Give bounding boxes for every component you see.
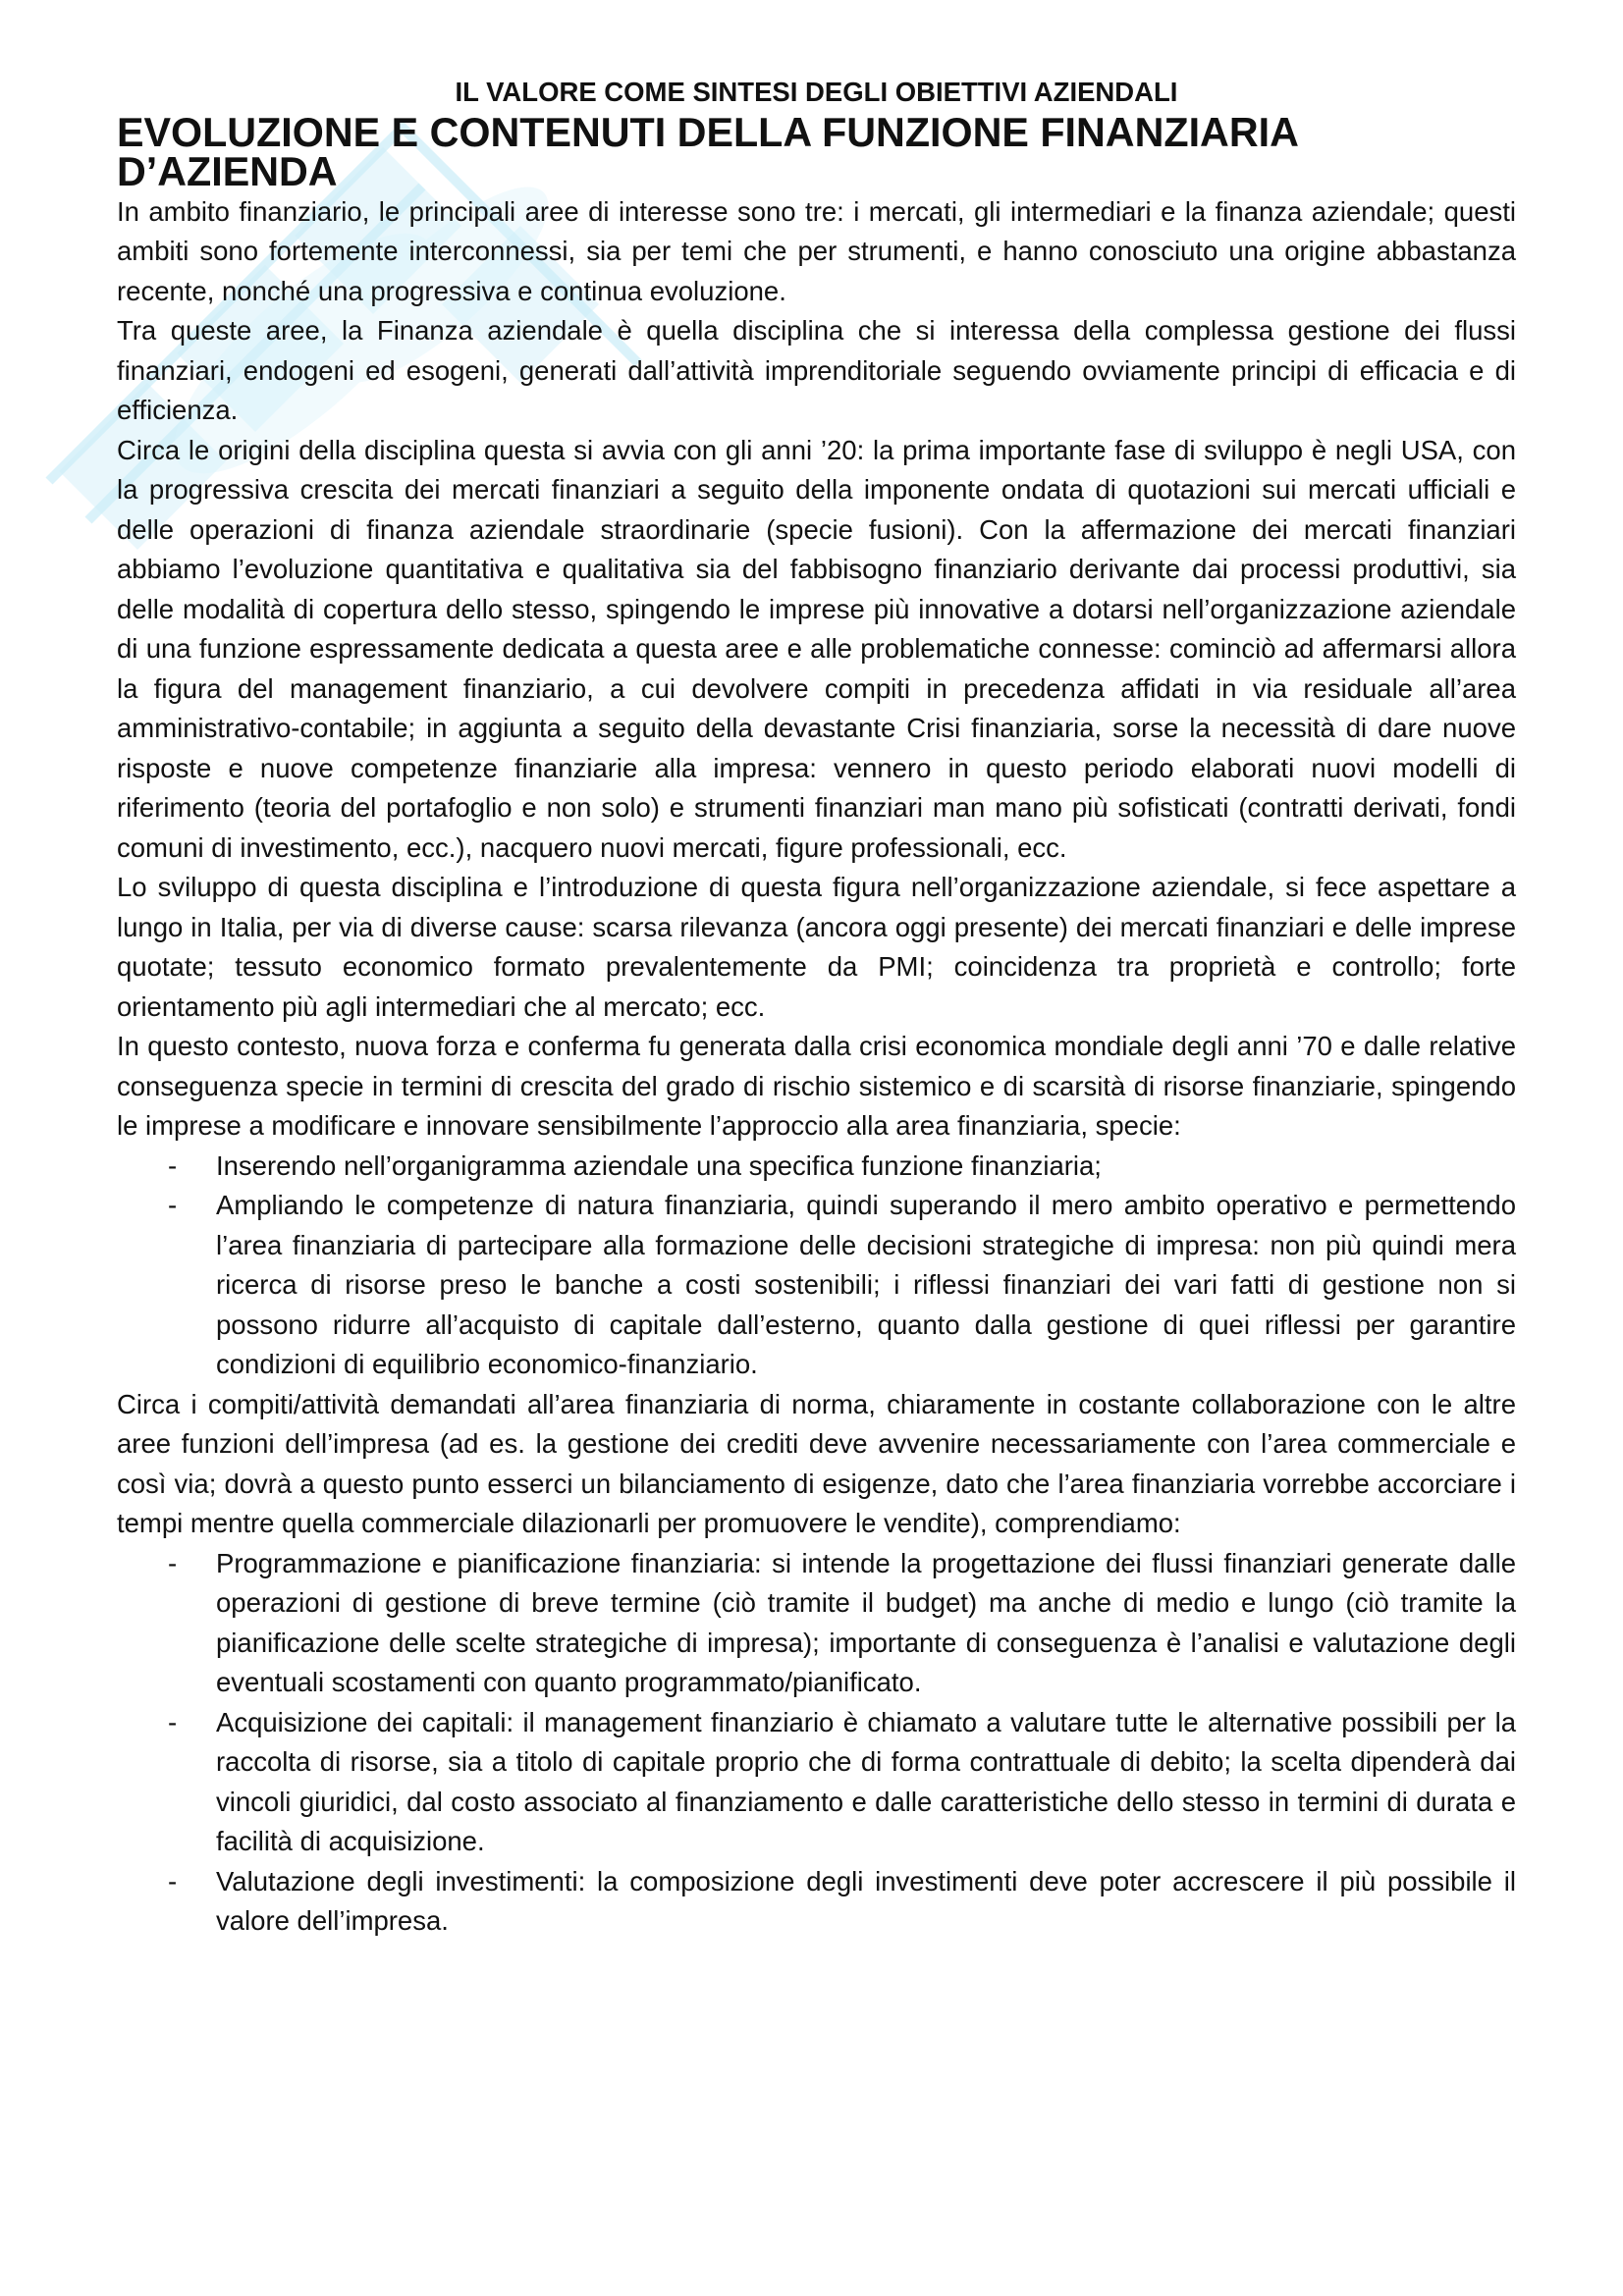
list-item-text: Inserendo nell’organigramma aziendale una specifica funzione finanziaria; bbox=[216, 1149, 1102, 1181]
dash-bullet: - bbox=[168, 1190, 178, 1220]
dash-list-2 bbox=[117, 1544, 1516, 1942]
document-subtitle: EVOLUZIONE E CONTENUTI DELLA FUNZIONE FINANZIARIA D’AZIENDA bbox=[117, 109, 1298, 194]
dash-list-1 bbox=[117, 1147, 1516, 1385]
paragraph-3: Circa le origini della disciplina questa si avvia con gli anni ’20: la prima importante fase di sviluppo è negli USA, con la progressiva crescita dei mercati finanziari a seguito della imponente ondata di quotazioni sui mercati ufficiali e delle operazioni di finanza aziendale straordinarie (specie fusioni). Con la affermazione dei mercati finanziari abbiamo l’evoluzione quantitativa e qualitativa sia del fabbisogno finanziario derivante dai processi produttivi, sia delle modalità di copertura dello stesso, spingendo le imprese più innovative a dotarsi nell’organizzazione aziendale di una funzione espressamente dedicata a questa aree e alle problematiche connesse: cominciò ad affermarsi allora la figura del management finanziario, a cui devolvere compiti in precedenza affidati in via residuale all’area amministrativo-contabile; in aggiunta a seguito della devastante Crisi finanziaria, sorse la necessità di dare nuove risposte e nuove competenze finanziarie alla impresa: vennero in questo periodo elaborati nuovi modelli di riferimento (teoria del portafoglio e non solo) e strumenti finanziari man mano più sofisticati (contratti derivati, fondi comuni di investimento, ecc.), nacquero nuovi mercati, figure professionali, ecc. bbox=[117, 434, 1516, 863]
list-item-text: Valutazione degli investimenti: la composizione degli investimenti deve poter accrescere il più possibile il valore dell’impresa. bbox=[216, 1865, 1516, 1936]
list-item bbox=[117, 1186, 1516, 1385]
list-item bbox=[117, 1544, 1516, 1703]
paragraph-1: In ambito finanziario, le principali aree di interesse sono tre: i mercati, gli intermediari e la finanza aziendale; questi ambiti sono fortemente interconnessi, sia per temi che per strumenti, e hanno conosciuto una origine abbastanza recente, nonché una progressiva e continua evoluzione. bbox=[117, 195, 1516, 306]
document-page bbox=[117, 73, 1516, 1942]
list-item-text: Ampliando le competenze di natura finanziaria, quindi superando il mero ambito operativo e permettendo l’area finanziaria di partecipare alla formazione delle decisioni strategiche di impresa: non più quindi mera ricerca di risorse preso le banche a costi sostenibili; i riflessi finanziari dei vari fatti di gestione non si possono ridurre all’acquisto di capitale dall’esterno, quanto dalla gestione di quei riflessi per garantire condizioni di equilibrio economico-finanziario. bbox=[216, 1190, 1516, 1379]
dash-bullet: - bbox=[168, 1547, 178, 1578]
dash-bullet: - bbox=[168, 1865, 178, 1896]
document-title: IL VALORE COME SINTESI DEGLI OBIETTIVI AZIENDALI bbox=[455, 77, 1178, 107]
paragraph-5: In questo contesto, nuova forza e conferma fu generata dalla crisi economica mondiale degli anni ’70 e dalle relative conseguenza specie in termini di crescita del grado di rischio sistemico e di scarsità di risorse finanziarie, spingendo le imprese a modificare e innovare sensibilmente l’approccio alla area finanziaria, specie: bbox=[117, 1031, 1516, 1141]
list-item bbox=[117, 1703, 1516, 1862]
dash-bullet: - bbox=[168, 1706, 178, 1737]
list-item bbox=[117, 1147, 1516, 1187]
paragraph-6: Circa i compiti/attività demandati all’area finanziaria di norma, chiaramente in costante collaborazione con le altre aree funzioni dell’impresa (ad es. la gestione dei crediti deve avvenire necessariamente con l’area commerciale e così via; dovrà a questo punto esserci un bilanciamento di esigenze, dato che l’area finanziaria vorrebbe accorciare i tempi mentre quella commerciale dilazionarli per promuovere le vendite), comprendiamo: bbox=[117, 1388, 1516, 1538]
list-item-text: Acquisizione dei capitali: il management finanziario è chiamato a valutare tutte le alternative possibili per la raccolta di risorse, sia a titolo di capitale proprio che di forma contrattuale di debito; la scelta dipenderà dai vincoli giuridici, dal costo associato al finanziamento e dalle caratteristiche dello stesso in termini di durata e facilità di acquisizione. bbox=[216, 1706, 1516, 1856]
paragraph-2: Tra queste aree, la Finanza aziendale è quella disciplina che si interessa della complessa gestione dei flussi finanziari, endogeni ed esogeni, generati dall’attività imprenditoriale seguendo ovviamente principi di efficacia e di efficienza. bbox=[117, 315, 1516, 425]
dash-bullet: - bbox=[168, 1149, 178, 1181]
list-item-text: Programmazione e pianificazione finanziaria: si intende la progettazione dei flussi finanziari generate dalle operazioni di gestione di breve termine (ciò tramite il budget) ma anche di medio e lungo (ciò tramite la pianificazione delle scelte strategiche di impresa); importante di conseguenza è l’analisi e valutazione degli eventuali scostamenti con quanto programmato/pianificato. bbox=[216, 1547, 1516, 1697]
paragraph-4: Lo sviluppo di questa disciplina e l’introduzione di questa figura nell’organizzazione aziendale, si fece aspettare a lungo in Italia, per via di diverse cause: scarsa rilevanza (ancora oggi presente) dei mercati finanziari e delle imprese quotate; tessuto economico formato prevalentemente da PMI; coincidenza tra proprietà e controllo; forte orientamento più agli intermediari che al mercato; ecc. bbox=[117, 872, 1516, 1022]
list-item bbox=[117, 1862, 1516, 1942]
